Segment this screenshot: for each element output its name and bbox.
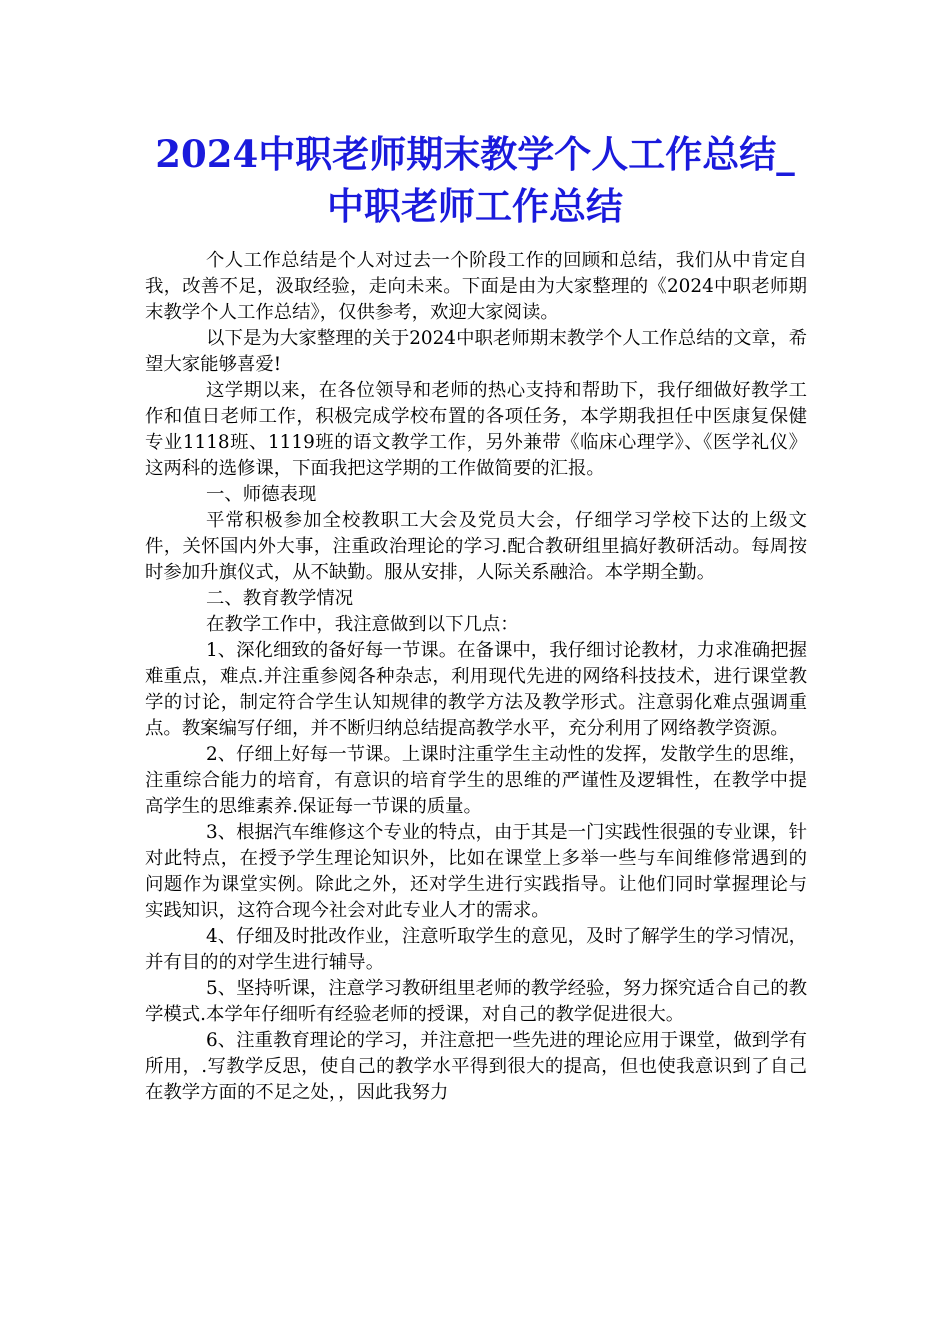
paragraph-intro: 个人工作总结是个人对过去一个阶段工作的回顾和总结，我们从中肯定自我，改善不足，汲取经验，走向未来。下面是由为大家整理的《2024中职老师期末教学个人工作总结》，仅供参考，欢迎大家阅读。: [145, 250, 807, 323]
paragraph-ethics: 平常积极参加全校教职工大会及党员大会，仔细学习学校下达的上级文件，关怀国内外大事，注重政治理论的学习.配合教研组里搞好教研活动。每周按时参加升旗仪式，从不缺勤。服从安排，人际关系融洽。本学期全勤。: [145, 510, 807, 583]
paragraph-point-1: 1、深化细致的备好每一节课。在备课中，我仔细讨论教材，力求准确把握难重点，难点.并注重参阅各种杂志，利用现代先进的网络科技技术，进行课堂教学的讨论，制定符合学生认知规律的教学方法及教学形式。注意弱化难点强调重点。教案编写仔细，并不断归纳总结提高教学水平，充分利用了网络教学资源。: [145, 640, 807, 739]
paragraph-point-3: 3、根据汽车维修这个专业的特点，由于其是一门实践性很强的专业课，针对此特点，在授予学生理论知识外，比如在课堂上多举一些与车间维修常遇到的问题作为课堂实例。除此之外，还对学生进行实践指导。让他们同时掌握理论与实践知识，这符合现今社会对此专业人才的需求。: [145, 822, 807, 921]
section-heading-teaching: 二、教育教学情况: [206, 588, 354, 609]
document-body: [145, 248, 807, 1106]
paragraph-overview: 这学期以来，在各位领导和老师的热心支持和帮助下，我仔细做好教学工作和值日老师工作，积极完成学校布置的各项任务，本学期我担任中医康复保健专业1118班、1119班的语文教学工作，另外兼带《临床心理学》、《医学礼仪》这两科的选修课，下面我把这学期的工作做简要的汇报。: [145, 380, 807, 479]
paragraph-teaching-intro: 在教学工作中，我注意做到以下几点：: [206, 614, 519, 635]
section-heading-ethics: 一、师德表现: [206, 484, 317, 505]
paragraph-point-6: 6、注重教育理论的学习，并注意把一些先进的理论应用于课堂，做到学有所用，.写教学反思，使自己的教学水平得到很大的提高，但也使我意识到了自己在教学方面的不足之处，，因此我努力: [145, 1030, 807, 1103]
paragraph-point-4: 4、仔细及时批改作业，注意听取学生的意见，及时了解学生的学习情况，并有目的的对学生进行辅导。: [145, 926, 807, 973]
paragraph-preface: 以下是为大家整理的关于2024中职老师期末教学个人工作总结的文章，希望大家能够喜爱!: [145, 328, 807, 375]
document-title: 2024中职老师期末教学个人工作总结_中职老师工作总结: [155, 132, 795, 228]
paragraph-point-2: 2、仔细上好每一节课。上课时注重学生主动性的发挥，发散学生的思维，注重综合能力的培育，有意识的培育学生的思维的严谨性及逻辑性，在教学中提高学生的思维素养.保证每一节课的质量。: [145, 744, 807, 817]
paragraph-point-5: 5、坚持听课，注意学习教研组里老师的教学经验，努力探究适合自己的教学模式.本学年仔细听有经验老师的授课，对自己的教学促进很大。: [145, 978, 807, 1025]
